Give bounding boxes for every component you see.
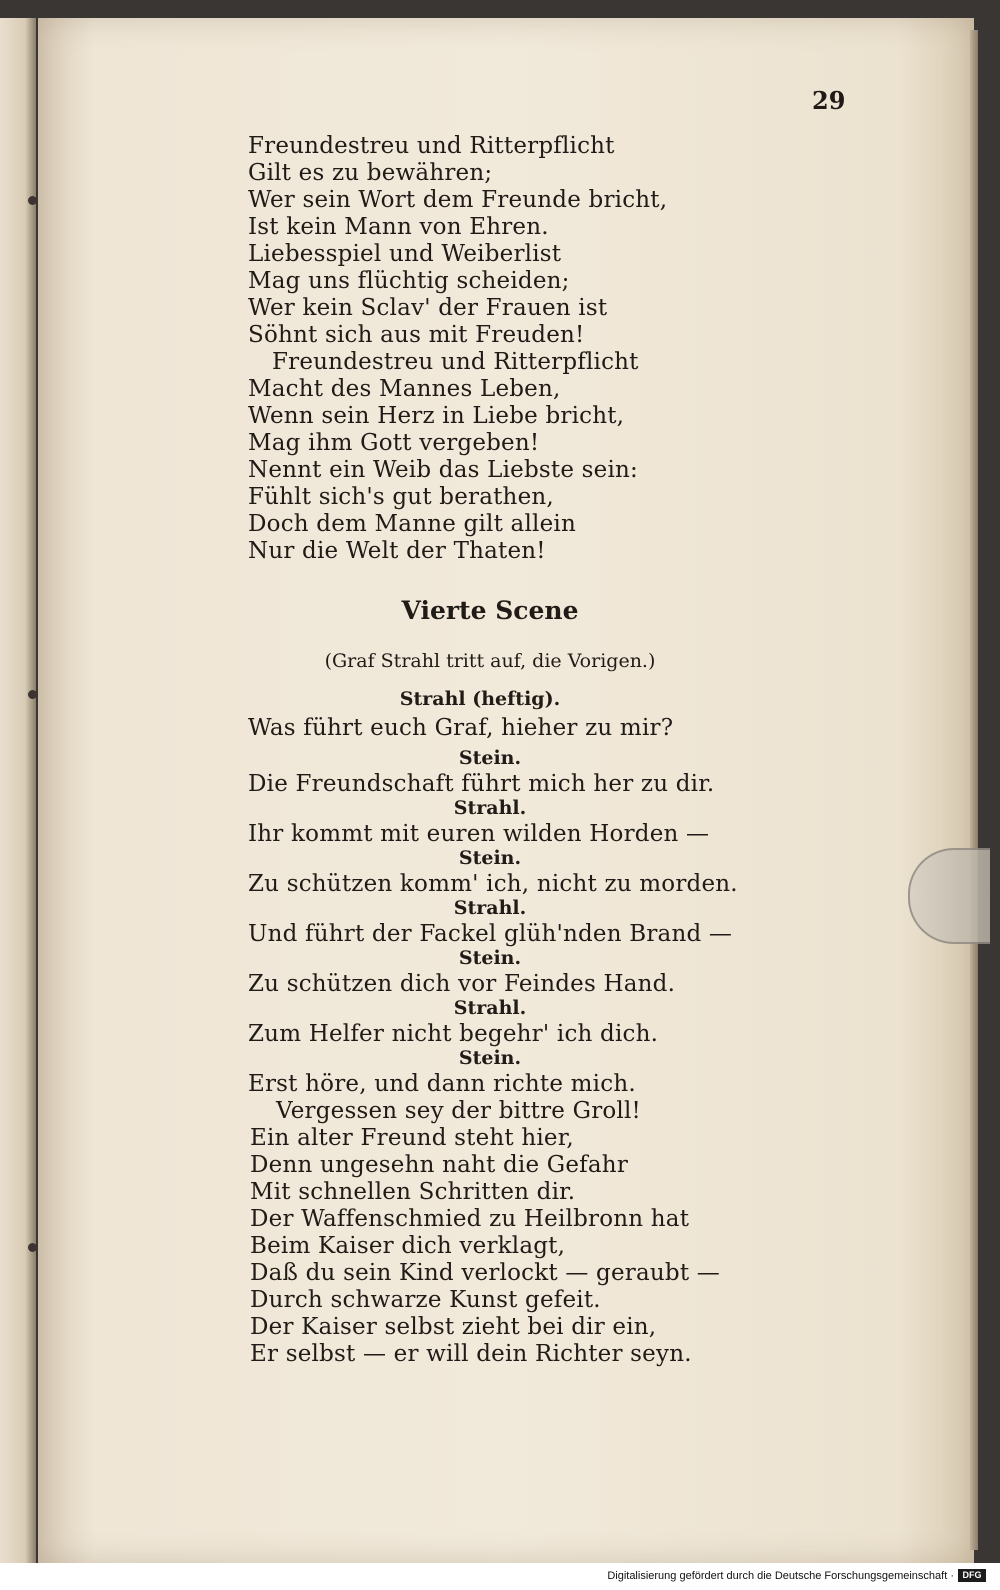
dfg-logo: DFG <box>958 1569 986 1582</box>
verse-line: Söhnt sich aus mit Freuden! <box>248 322 585 348</box>
dialogue-line: Ihr kommt mit euren wilden Horden — <box>248 821 710 847</box>
verse-line: Er selbst — er will dein Richter seyn. <box>250 1341 692 1367</box>
dialogue-line: Die Freundschaft führt mich her zu dir. <box>248 771 715 797</box>
verse-line: Wenn sein Herz in Liebe bricht, <box>248 403 625 429</box>
speaker-name: Stein. <box>458 1047 522 1069</box>
verse-line: Liebesspiel und Weiberlist <box>248 241 562 267</box>
speaker-name: Strahl (heftig). <box>399 688 561 710</box>
verse-line: Der Kaiser selbst zieht bei dir ein, <box>250 1314 657 1340</box>
binding-stitch <box>28 1243 37 1252</box>
verse-line: Doch dem Manne gilt allein <box>248 511 576 537</box>
verse-line: Fühlt sich's gut berathen, <box>248 484 554 510</box>
verse-line: Mit schnellen Schritten dir. <box>250 1179 576 1205</box>
facing-page-edge <box>0 18 36 1563</box>
verse-line: Nennt ein Weib das Liebste sein: <box>248 457 638 483</box>
verse-line: Macht des Mannes Leben, <box>248 376 561 402</box>
dialogue-line: Was führt euch Graf, hieher zu mir? <box>248 715 674 741</box>
scene-title: Vierte Scene <box>401 596 579 625</box>
speaker-name: Strahl. <box>453 997 527 1019</box>
digitization-credit: Digitalisierung gefördert durch die Deutsche Forschungsgemeinschaft · <box>607 1570 954 1582</box>
speaker-name: Stein. <box>458 947 522 969</box>
verse-line: Mag ihm Gott vergeben! <box>248 430 540 456</box>
speaker-name: Stein. <box>458 847 522 869</box>
verse-line: Der Waffenschmied zu Heilbronn hat <box>250 1206 690 1232</box>
dialogue-line: Zum Helfer nicht begehr' ich dich. <box>248 1021 659 1047</box>
verse-line: Denn ungesehn naht die Gefahr <box>250 1152 629 1178</box>
verse-line: Gilt es zu bewähren; <box>248 160 493 186</box>
verse-line: Ein alter Freund steht hier, <box>250 1125 574 1151</box>
verse-line: Nur die Welt der Thaten! <box>248 538 546 564</box>
page-number: 29 <box>812 86 846 115</box>
verse-line: Vergessen sey der bittre Groll! <box>276 1098 641 1124</box>
verse-line: Ist kein Mann von Ehren. <box>248 214 549 240</box>
page-stack-edge <box>970 30 978 1550</box>
verse-line: Mag uns flüchtig scheiden; <box>248 268 570 294</box>
speaker-name: Strahl. <box>453 797 527 819</box>
dialogue-line: Und führt der Fackel glüh'nden Brand — <box>248 921 733 947</box>
verse-line: Durch schwarze Kunst gefeit. <box>250 1287 601 1313</box>
verse-line: Daß du sein Kind verlockt — geraubt — <box>250 1260 720 1286</box>
speaker-name: Strahl. <box>453 897 527 919</box>
binding-stitch <box>28 690 37 699</box>
verse-line: Beim Kaiser dich verklagt, <box>250 1233 566 1259</box>
dialogue-line: Erst höre, und dann richte mich. <box>248 1071 636 1097</box>
paper-tab-marker <box>908 848 990 944</box>
stage-direction: (Graf Strahl tritt auf, die Vorigen.) <box>324 650 656 672</box>
dialogue-line: Zu schützen dich vor Feindes Hand. <box>248 971 676 997</box>
verse-line: Freundestreu und Ritterpflicht <box>248 133 615 159</box>
speaker-name: Stein. <box>458 747 522 769</box>
verse-line: Wer kein Sclav' der Frauen ist <box>248 295 608 321</box>
verse-line: Freundestreu und Ritterpflicht <box>272 349 639 375</box>
binding-stitch <box>28 196 37 205</box>
verse-line: Wer sein Wort dem Freunde bricht, <box>248 187 668 213</box>
dialogue-line: Zu schützen komm' ich, nicht zu morden. <box>248 871 738 897</box>
